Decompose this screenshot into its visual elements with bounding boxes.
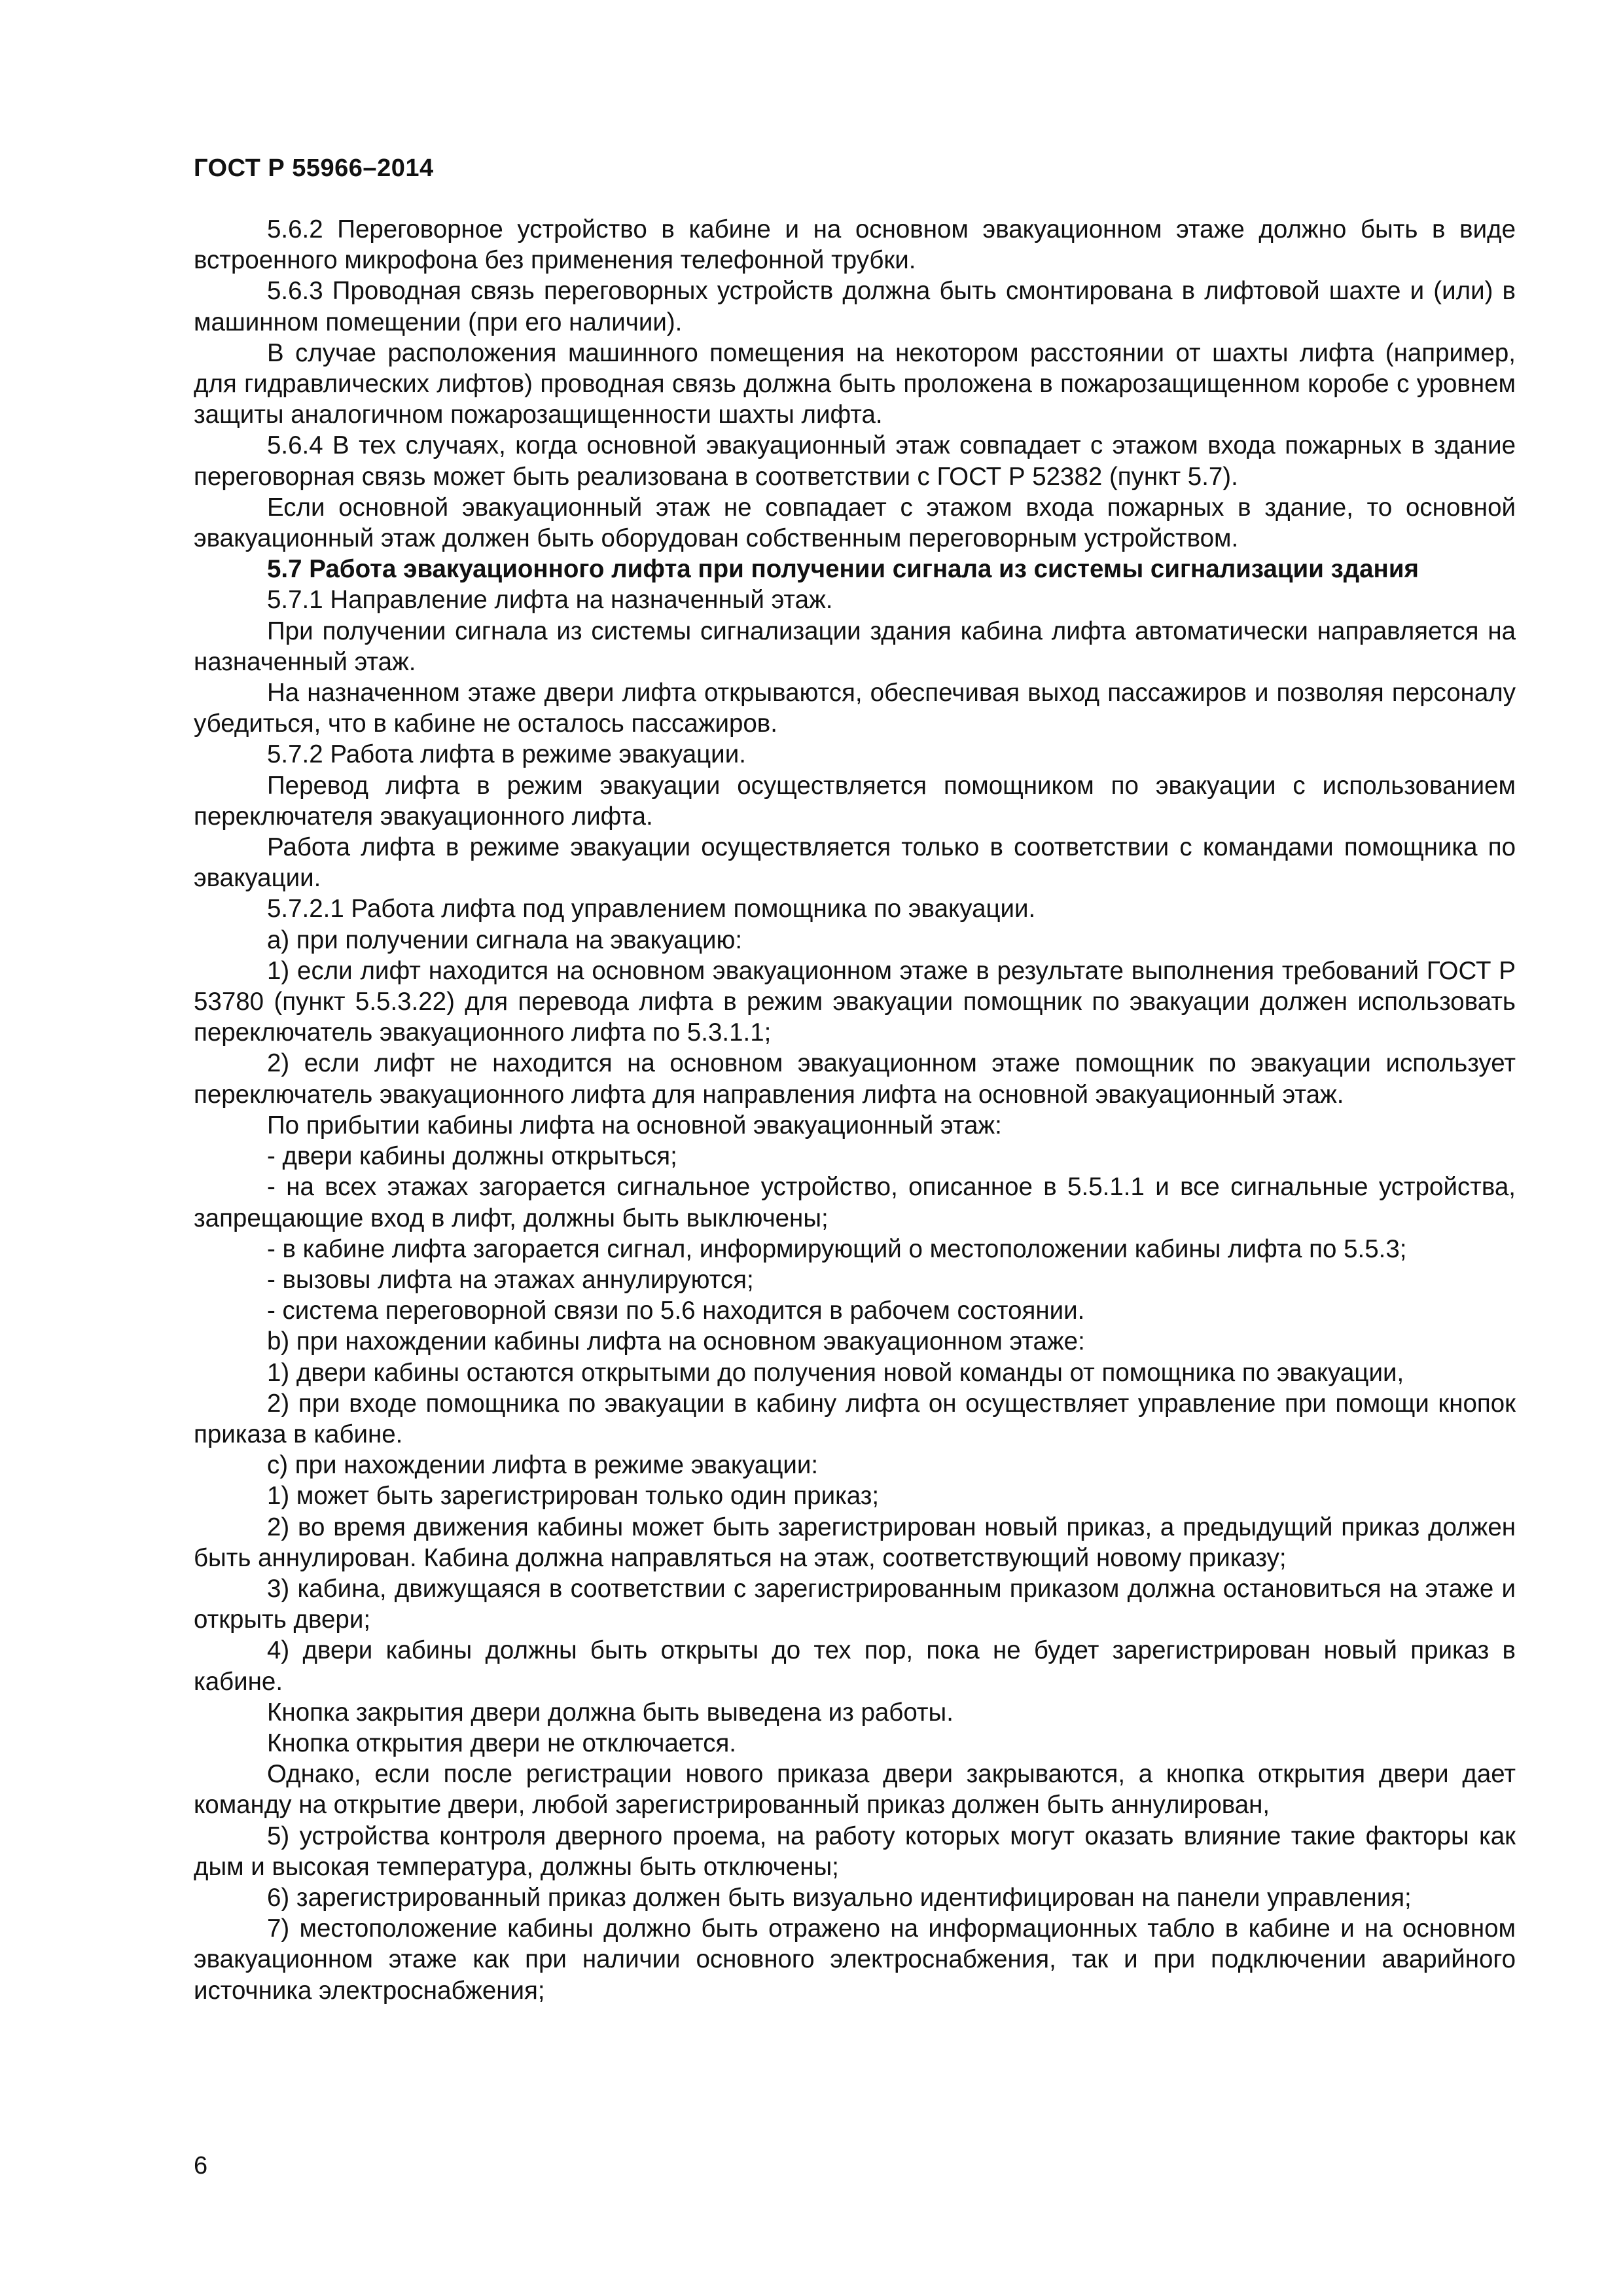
document-body [194,214,1516,2006]
paragraph: 1) может быть зарегистрирован только один приказ; [267,1482,880,1511]
paragraph: с) при нахождении лифта в режиме эвакуации: [267,1451,819,1480]
list-item: - двери кабины должны открыться; [267,1142,677,1171]
paragraph: 2) если лифт не находится на основном эвакуационном этаже помощник по эвакуации использует переключатель эвакуационного лифта для направления лифта на основной эвакуационный этаж. [194,1049,1516,1109]
paragraph: Перевод лифта в режим эвакуации осуществляется помощником по эвакуации с использованием переключателя эвакуационного лифта. [194,771,1516,831]
paragraph: Кнопка закрытия двери должна быть выведена из работы. [267,1698,954,1727]
paragraph: 5.7.2 Работа лифта в режиме эвакуации. [267,740,746,769]
list-item: - на всех этажах загорается сигнальное устройство, описанное в 5.5.1.1 и все сигнальные устройства, запрещающие вход в лифт, должны быть выключены; [194,1173,1516,1232]
paragraph: 5.6.2 Переговорное устройство в кабине и на основном эвакуационном этаже должно быть в виде встроенного микрофона без применения телефонной трубки. [194,215,1516,275]
paragraph: 5.6.3 Проводная связь переговорных устройств должна быть смонтирована в лифтовой шахте и (или) в машинном помещении (при его наличии). [194,277,1516,336]
paragraph: b) при нахождении кабины лифта на основном эвакуационном этаже: [267,1327,1085,1356]
section-heading: 5.7 Работа эвакуационного лифта при получении сигнала из системы сигнализации здания [267,555,1419,584]
paragraph: 5.7.1 Направление лифта на назначенный этаж. [267,586,833,615]
paragraph: 2) при входе помощника по эвакуации в кабину лифта он осуществляет управление при помощи кнопок приказа в кабине. [194,1389,1516,1448]
paragraph: 5.6.4 В тех случаях, когда основной эвакуационный этаж совпадает с этажом входа пожарных в здание переговорная связь может быть реализована в соответствии с ГОСТ Р 52382 (пункт 5.7). [194,431,1516,491]
paragraph: 3) кабина, движущаяся в соответствии с зарегистрированным приказом должна остановиться на этаже и открыть двери; [194,1574,1516,1634]
paragraph: 5.7.2.1 Работа лифта под управлением помощника по эвакуации. [267,895,1036,924]
paragraph: 1) если лифт находится на основном эвакуационном этаже в результате выполнения требований ГОСТ Р 53780 (пункт 5.5.3.22) для перевода лифта в режим эвакуации помощник по эвакуации должен использовать переключатель эвакуационного лифта по 5.3.1.1; [194,956,1516,1047]
document-header: ГОСТ Р 55966–2014 [194,154,434,182]
paragraph: 2) во время движения кабины может быть зарегистрирован новый приказ, а предыдущий приказ должен быть аннулирован. Кабина должна направляться на этаж, соответствующий новому приказу; [194,1513,1516,1572]
paragraph: Работа лифта в режиме эвакуации осуществляется только в соответствии с командами помощника по эвакуации. [194,833,1516,893]
paragraph: 4) двери кабины должны быть открыты до тех пор, пока не будет зарегистрирован новый приказ в кабине. [194,1636,1516,1696]
paragraph: а) при получении сигнала на эвакуацию: [267,925,743,954]
paragraph: Если основной эвакуационный этаж не совпадает с этажом входа пожарных в здание, то основной эвакуационный этаж должен быть оборудован собственным переговорным устройством. [194,493,1516,553]
paragraph: 7) местоположение кабины должно быть отражено на информационных табло в кабине и на основном эвакуационном этаже как при наличии основного электроснабжения, так и при подключении аварийного источника электроснабжения; [194,1914,1516,2005]
paragraph: 6) зарегистрированный приказ должен быть визуально идентифицирован на панели управления; [267,1883,1412,1912]
paragraph: В случае расположения машинного помещения на некотором расстоянии от шахты лифта (например, для гидравлических лифтов) проводная связь должна быть проложена в пожарозащищенном коробе с уровнем защиты аналогичном пожарозащищенности шахты лифта. [194,338,1516,429]
paragraph: На назначенном этаже двери лифта открываются, обеспечивая выход пассажиров и позволяя персоналу убедиться, что в кабине не осталось пассажиров. [194,679,1516,738]
paragraph: По прибытии кабины лифта на основной эвакуационный этаж: [267,1111,1002,1139]
paragraph: 5) устройства контроля дверного проема, на работу которых могут оказать влияние такие факторы как дым и высокая температура, должны быть отключены; [194,1821,1516,1881]
paragraph: Однако, если после регистрации нового приказа двери закрываются, а кнопка открытия двери дает команду на открытие двери, любой зарегистрированный приказ должен быть аннулирован, [194,1760,1516,1820]
list-item: - вызовы лифта на этажах аннулируются; [267,1265,754,1294]
paragraph: 1) двери кабины остаются открытыми до получения новой команды от помощника по эвакуации, [267,1358,1404,1387]
page-number: 6 [194,2152,208,2179]
paragraph: При получении сигнала из системы сигнализации здания кабина лифта автоматически направляется на назначенный этаж. [194,617,1516,676]
list-item: - система переговорной связи по 5.6 находится в рабочем состоянии. [267,1297,1085,1325]
list-item: - в кабине лифта загорается сигнал, информирующий о местоположении кабины лифта по 5.5.3; [267,1234,1407,1263]
paragraph: Кнопка открытия двери не отключается. [267,1729,737,1757]
